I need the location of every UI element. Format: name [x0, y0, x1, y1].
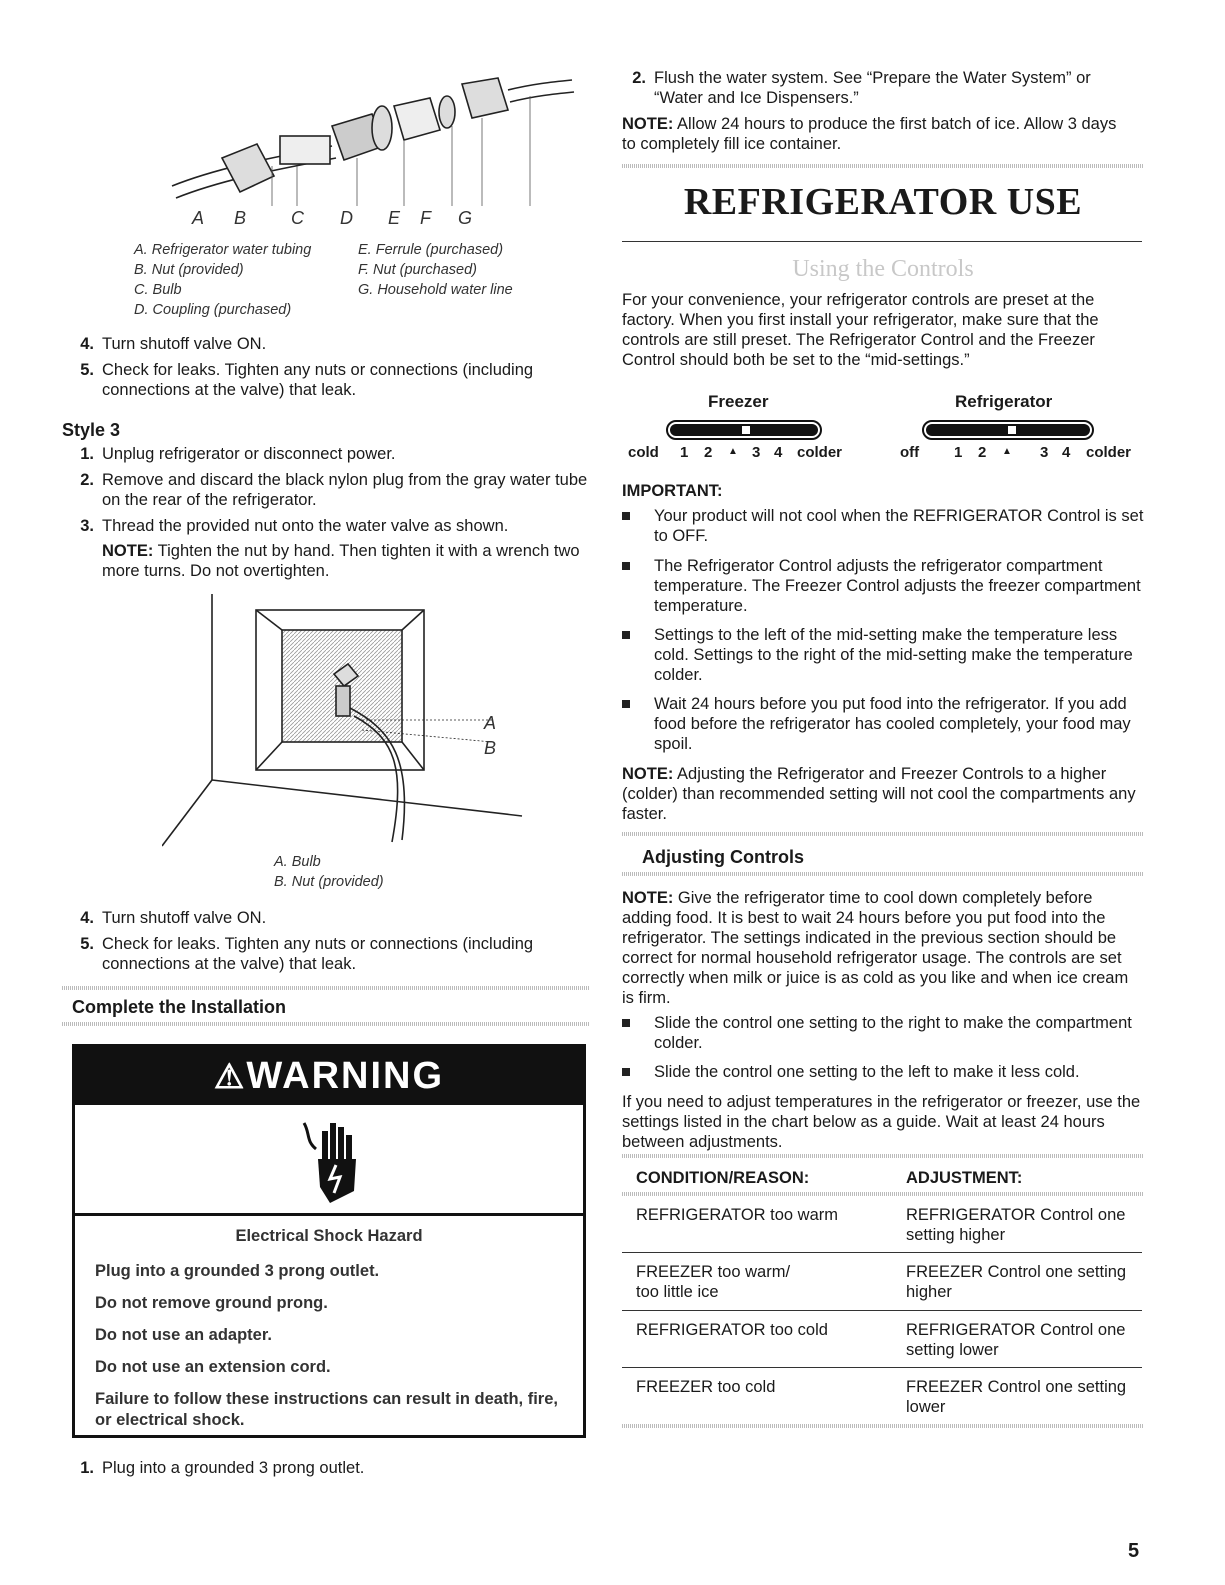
refrigerator-slider-knob[interactable] [1008, 426, 1016, 434]
table-cell: FREEZER Control one setting lower [906, 1378, 1127, 1416]
table-header: CONDITION/REASON: [636, 1169, 810, 1187]
note-label: NOTE: [622, 889, 674, 907]
freezer-label: Freezer [708, 392, 769, 411]
refrigerator-mid-marker-icon: ▲ [1002, 446, 1012, 457]
row-rule [622, 1252, 1142, 1253]
control-dials [622, 392, 1144, 466]
note-label: NOTE: [622, 115, 674, 133]
caption-line: A. Refrigerator water tubing [134, 242, 312, 258]
caption-line: F. Nut (purchased) [358, 262, 478, 278]
freezer-slider-track [670, 424, 818, 436]
style3-heading: Style 3 [62, 420, 121, 440]
warning-instruction: Do not remove ground prong. [95, 1294, 328, 1312]
page-number: 5 [1128, 1540, 1140, 1562]
caption-line: B. Nut (provided) [134, 262, 244, 278]
table-cell: FREEZER Control one setting higher [906, 1263, 1127, 1301]
refrigerator-label: Refrigerator [955, 392, 1053, 411]
step-text: Flush the water system. See “Prepare the Water System” or “Water and Ice Dispensers.” [654, 69, 1091, 107]
important-bullet [622, 556, 1144, 616]
adjust-bullet [622, 1062, 1144, 1082]
freezer-scale-label: 2 [704, 444, 713, 461]
note-text: Adjusting the Refrigerator and Freezer Controls to a higher (colder) than recommended setting will not cool the compartments any faster. [622, 765, 1136, 823]
bullet-square-icon [622, 631, 630, 639]
bullet-text: Your product will not cool when the REFRIGERATOR Control is set to OFF. [654, 507, 1144, 545]
fitting-letter: E [388, 208, 401, 228]
ice-note [622, 114, 1122, 154]
bullet-square-icon [622, 1068, 630, 1076]
note-label: NOTE: [622, 765, 674, 783]
table-cell: FREEZER too warm/ too little ice [636, 1263, 791, 1301]
fitting-letter: D [340, 208, 353, 228]
step-item [80, 934, 590, 974]
refrigerator-scale-label: 3 [1040, 444, 1049, 461]
step-number: 1. [80, 445, 94, 463]
important-bullet [622, 506, 1144, 546]
step-item [80, 444, 590, 464]
step-item [80, 334, 590, 354]
step-text: Remove and discard the black nylon plug from the gray water tube on the rear of the refrigerator. [102, 471, 588, 509]
freezer-scale-label: cold [628, 444, 659, 461]
divider [62, 1022, 590, 1026]
adjust-bullet [622, 1013, 1144, 1053]
step-item [80, 516, 590, 536]
complete-installation-heading: Complete the Installation [72, 997, 287, 1017]
hazard-title: Electrical Shock Hazard [235, 1227, 423, 1245]
step-number: 5. [80, 935, 94, 953]
table-top-border [622, 1154, 1144, 1158]
warning-instruction: Failure to follow these instructions can result in death, fire, or electrical shock. [95, 1390, 558, 1429]
fitting-captions-left [134, 240, 364, 320]
bullet-square-icon [622, 1019, 630, 1027]
bullet-text: The Refrigerator Control adjusts the refrigerator compartment temperature. The Freezer Control adjusts the freezer compartment temperature. [654, 557, 1141, 615]
step-number: 5. [80, 361, 94, 379]
row-rule [622, 1310, 1142, 1311]
note-text: Give the refrigerator time to cool down completely before adding food. It is best to wait 24 hours before you put food into the refrigerator. The settings indicated in the previous section should be correct for normal household refrigerator usage. The controls are set correctly when milk or juice is as cold as you like and when ice cream is firm. [622, 889, 1129, 1007]
adjusting-controls-heading: Adjusting Controls [642, 847, 804, 867]
divider [622, 832, 1144, 836]
valve-letter-b: B [484, 738, 497, 758]
warning-divider [75, 1213, 583, 1216]
freezer-mid-marker-icon: ▲ [728, 446, 738, 457]
water-fitting-illustration [162, 66, 582, 216]
table-header-border [622, 1192, 1144, 1196]
bullet-text: Settings to the left of the mid-setting make the temperature less cold. Settings to the right of the mid-setting make the temperature colder. [654, 626, 1133, 684]
controls-intro: For your convenience, your refrigerator controls are preset at the factory. When you first install your refrigerator, make sure that the controls are still preset. The Refrigerator Control and the Freezer Control should both be set to the “mid-settings.” [622, 291, 1099, 369]
refrigerator-scale-label: colder [1086, 444, 1132, 461]
fitting-letter: C [291, 208, 304, 228]
style3-note [102, 541, 590, 581]
step-number: 4. [80, 909, 94, 927]
refrigerator-slider-track [926, 424, 1090, 436]
row-rule [622, 1367, 1142, 1368]
chart-intro: If you need to adjust temperatures in the refrigerator or freezer, use the settings listed in the chart below as a guide. Wait at least 24 hours between adjustments. [622, 1093, 1141, 1151]
step-item [80, 360, 590, 400]
electrical-shock-hand-icon [300, 1113, 364, 1205]
step-text: Check for leaks. Tighten any nuts or connections (including connections at the valve) that leak. [102, 935, 534, 973]
water-valve-illustration [162, 590, 562, 850]
step-item [80, 908, 590, 928]
divider [622, 872, 1144, 876]
table-bottom-border [622, 1424, 1144, 1428]
freezer-slider-knob[interactable] [742, 426, 750, 434]
step-text: Check for leaks. Tighten any nuts or connections (including connections at the valve) that leak. [102, 361, 534, 399]
bullet-text: Wait 24 hours before you put food into the refrigerator. If you add food before the refrigerator has cooled completely, your food may spoil. [654, 695, 1131, 753]
valve-captions [274, 852, 384, 892]
step-item [632, 68, 1144, 108]
table-cell: REFRIGERATOR Control one setting lower [906, 1321, 1126, 1359]
warning-box [72, 1044, 586, 1438]
refrigerator-slider[interactable] [922, 420, 1094, 440]
divider [62, 986, 590, 990]
step-number: 3. [80, 517, 94, 535]
bullet-square-icon [622, 562, 630, 570]
freezer-scale-label: 1 [680, 444, 689, 461]
table-cell: REFRIGERATOR too warm [636, 1206, 839, 1224]
step-text: Turn shutoff valve ON. [102, 335, 267, 353]
step-number: 2. [80, 471, 94, 489]
bullet-square-icon [622, 512, 630, 520]
caption-line: G. Household water line [358, 282, 513, 298]
step-text: Turn shutoff valve ON. [102, 909, 267, 927]
fitting-letter: B [234, 208, 247, 228]
section-title: REFRIGERATOR USE [683, 181, 1083, 223]
step-number: 2. [632, 69, 646, 87]
table-cell: REFRIGERATOR Control one setting higher [906, 1206, 1126, 1244]
table-cell: FREEZER too cold [636, 1378, 776, 1396]
step-text: Plug into a grounded 3 prong outlet. [102, 1459, 365, 1477]
warning-banner [75, 1047, 583, 1105]
warning-title: WARNING [246, 1055, 445, 1097]
note-label: NOTE: [102, 542, 154, 560]
valve-letter-a: A [484, 713, 497, 733]
table-cell: REFRIGERATOR too cold [636, 1321, 828, 1339]
caption-line: B. Nut (provided) [274, 874, 384, 890]
step-number: 4. [80, 335, 94, 353]
bullet-square-icon [622, 700, 630, 708]
section-rule [622, 241, 1142, 242]
step-item [80, 470, 590, 510]
fitting-letter: G [458, 208, 473, 228]
refrigerator-scale-label: 2 [978, 444, 987, 461]
fitting-letter: A [192, 208, 205, 228]
fitting-captions-right [358, 240, 588, 300]
caption-line: E. Ferrule (purchased) [358, 242, 504, 258]
warning-instruction: Plug into a grounded 3 prong outlet. [95, 1262, 380, 1280]
important-label: IMPORTANT: [622, 482, 723, 500]
freezer-scale-label: 4 [774, 444, 783, 461]
note-text: Tighten the nut by hand. Then tighten it with a wrench two more turns. Do not overtighten. [102, 542, 580, 580]
adjusting-note [622, 888, 1142, 1008]
warning-instruction: Do not use an extension cord. [95, 1358, 331, 1376]
bullet-text: Slide the control one setting to the right to make the compartment colder. [654, 1014, 1132, 1052]
freezer-scale-label: colder [797, 444, 843, 461]
bullet-text: Slide the control one setting to the left to make it less cold. [654, 1063, 1080, 1081]
refrigerator-scale-label: 4 [1062, 444, 1071, 461]
note-text: Allow 24 hours to produce the first batch of ice. Allow 3 days to completely fill ice container. [622, 115, 1117, 153]
caption-line: A. Bulb [274, 854, 321, 870]
divider [622, 164, 1144, 168]
step-text: Thread the provided nut onto the water valve as shown. [102, 517, 509, 535]
refrigerator-scale-label: 1 [954, 444, 963, 461]
fitting-letter: F [420, 208, 431, 228]
warning-triangle-icon: ⚠ [213, 1058, 247, 1096]
caption-line: D. Coupling (purchased) [134, 302, 292, 318]
step-text: Unplug refrigerator or disconnect power. [102, 445, 396, 463]
step-item [80, 1458, 590, 1478]
step-number: 1. [80, 1459, 94, 1477]
controls-note [622, 764, 1142, 824]
table-header: ADJUSTMENT: [906, 1169, 1023, 1187]
important-bullet [622, 625, 1144, 685]
subsection-title: Using the Controls [792, 256, 974, 282]
freezer-slider[interactable] [666, 420, 822, 440]
refrigerator-scale-label: off [900, 444, 920, 461]
warning-instruction: Do not use an adapter. [95, 1326, 272, 1344]
important-bullet [622, 694, 1144, 754]
freezer-scale-label: 3 [752, 444, 761, 461]
caption-line: C. Bulb [134, 282, 182, 298]
